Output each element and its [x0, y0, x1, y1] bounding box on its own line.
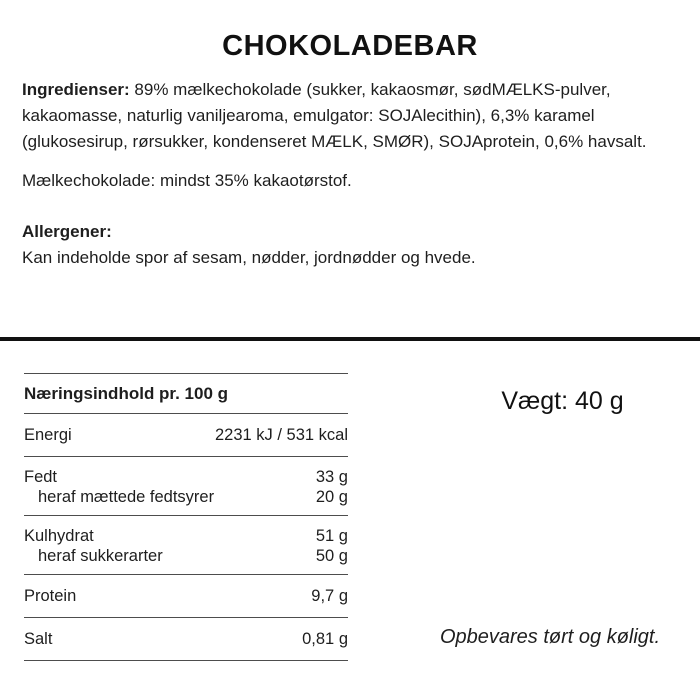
nutrition-table-header: Næringsindhold pr. 100 g: [24, 374, 348, 414]
section-divider: [0, 337, 700, 341]
table-row-kulhydrat: [24, 516, 348, 575]
nutrition-table: [24, 373, 348, 661]
ingredients-label: Ingredienser:: [22, 80, 130, 99]
row-label: Energi: [24, 426, 72, 444]
allergens-heading: Allergener:: [22, 222, 112, 241]
sub-row-label: heraf sukkerarter: [38, 547, 163, 565]
weight-text: Vægt: 40 g: [501, 387, 624, 415]
row-label: Salt: [24, 630, 53, 648]
row-value: 9,7 g: [311, 587, 348, 605]
table-row-energi: [24, 414, 348, 457]
row-label: Fedt: [24, 468, 58, 486]
allergens-text: Kan indeholde spor af sesam, nødder, jordnødder og hvede.: [22, 248, 476, 267]
table-row-fedt: [24, 457, 348, 516]
sub-row-label: heraf mættede fedtsyrer: [38, 488, 215, 506]
row-value: 33 g: [315, 468, 348, 486]
row-label: Kulhydrat: [24, 527, 94, 545]
row-value: 0,81 g: [302, 630, 348, 648]
ingredients-paragraph: [22, 77, 678, 155]
chocolate-note: Mælkechokolade: mindst 35% kakaotørstof.: [22, 171, 352, 190]
ingredients-text: 89% mælkechokolade (sukker, kakaosmør, sødMÆLKS-pulver, kakaomasse, naturlig vaniljearoma, emulgator: SOJAlecithin), 6,3% karamel (glukosesirup, rørsukker, kondenseret MÆLK, SMØR), SOJAprotein, 0,6% havsalt.: [22, 80, 647, 151]
row-value: 51 g: [315, 527, 348, 545]
page-title: CHOKOLADEBAR: [222, 30, 478, 62]
table-row-salt: [24, 618, 348, 661]
sub-row-value: 50 g: [315, 547, 348, 565]
row-value: 2231 kJ / 531 kcal: [215, 426, 348, 444]
row-label: Protein: [24, 587, 77, 605]
storage-note: Opbevares tørt og køligt.: [439, 626, 661, 648]
sub-row-value: 20 g: [315, 488, 348, 506]
table-row-protein: [24, 575, 348, 618]
